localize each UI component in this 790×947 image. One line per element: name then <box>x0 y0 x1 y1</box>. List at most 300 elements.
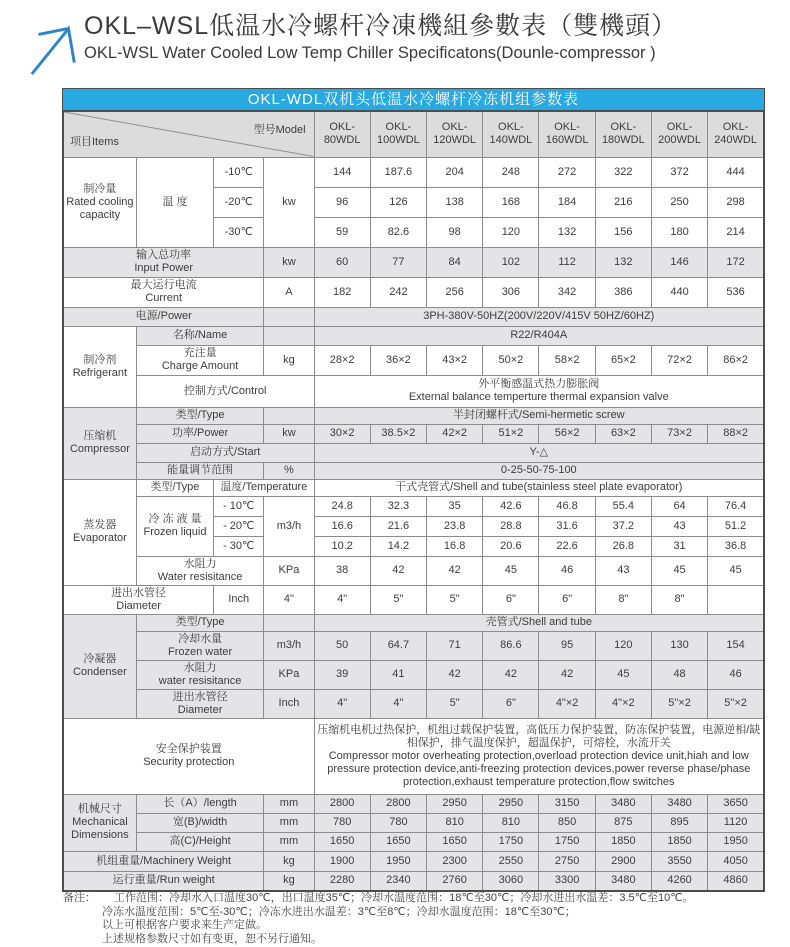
value-cell: 31 <box>651 536 707 556</box>
value-cell: 372 <box>651 157 707 187</box>
refrigerant-name-row <box>63 326 764 345</box>
unit-cell: mm <box>264 832 314 851</box>
model-label: 型号Model <box>253 124 306 136</box>
remark-line: 冷冻水温度范围：5℃至-30℃；冷冻水进出水温差：3℃至8℃；冷却水温度范围：18℃至30℃； <box>102 905 576 918</box>
unit-cell: kw <box>264 247 314 277</box>
value-cell: 780 <box>314 813 370 832</box>
value-cell: 56×2 <box>539 424 595 443</box>
value-cell: 82.6 <box>370 217 426 247</box>
value-cell: 138 <box>427 187 483 217</box>
value-cell: 14.2 <box>370 536 426 556</box>
value-cell: 1750 <box>483 832 539 851</box>
model-header-cell: OKL-120WDL <box>427 111 483 157</box>
unit-cell: % <box>264 462 314 479</box>
value-cell: 130 <box>651 631 707 660</box>
value-cell: 45 <box>651 556 707 585</box>
power-supply-label: 电源/Power <box>63 307 264 326</box>
value-cell: 39 <box>314 660 370 689</box>
value-cell: 250 <box>651 187 707 217</box>
value-cell: 1850 <box>651 832 707 851</box>
value-cell: 6" <box>483 689 539 718</box>
model-header-cell: OKL-180WDL <box>595 111 651 157</box>
value-cell: 120 <box>483 217 539 247</box>
remark-line: 工作范围：冷却水入口温度30℃，出口温度35℃；冷却水温度范围：18℃至30℃；冷却水进出水温差：3.5℃至10℃。 <box>114 892 694 904</box>
empty-unit-cell <box>264 407 314 424</box>
value-cell: 4260 <box>651 871 707 891</box>
value-cell: 444 <box>708 157 764 187</box>
value-cell: 51×2 <box>483 424 539 443</box>
unit-cell: mm <box>264 794 314 813</box>
value-cell: 4"×2 <box>595 689 651 718</box>
security-en: Security protection <box>143 756 235 768</box>
value-cell: 42.6 <box>483 496 539 516</box>
condenser-diameter-label <box>136 689 264 718</box>
evap-diameter-label <box>63 585 214 614</box>
value-cell: 43×2 <box>427 345 483 375</box>
evaporator-zh: 蒸发器 <box>83 519 117 531</box>
value-cell: 36×2 <box>370 345 426 375</box>
refrigerant-zh: 制冷剂 <box>83 353 117 366</box>
value-cell: 64 <box>651 496 707 516</box>
security-label <box>63 718 314 794</box>
value-cell: 440 <box>651 277 707 307</box>
value-cell: 42 <box>370 556 426 585</box>
input-power-row <box>63 247 764 277</box>
value-cell: 342 <box>539 277 595 307</box>
value-cell: 895 <box>651 813 707 832</box>
power-supply-row <box>63 307 764 326</box>
charge-en: Charge Amount <box>161 360 239 372</box>
refrigerant-group-label <box>63 326 136 407</box>
temp-cell: - 20℃ <box>214 516 264 536</box>
evap-diameter-en: Diameter <box>116 599 161 612</box>
value-cell: 6" <box>483 585 539 614</box>
corner-cell <box>63 111 314 157</box>
power-supply-value: 3PH-380V-50HZ(200V/220V/415V 50HZ/60HZ) <box>314 307 764 326</box>
unit-cell: Inch <box>264 689 314 718</box>
start-mode-label: 启动方式/Start <box>136 443 314 462</box>
value-cell: 1650 <box>370 832 426 851</box>
value-cell: 1650 <box>427 832 483 851</box>
model-header-cell: OKL-160WDL <box>539 111 595 157</box>
value-cell: 42 <box>427 556 483 585</box>
cooling-row-1 <box>63 157 764 187</box>
value-cell: 42×2 <box>427 424 483 443</box>
security-value-en: Compressor motor overheating protection,overload protection device unit,hiah and low pressure protection device,anti-freezing protection devices,power reverse phase/phase protection,exhaust temperature protection,flow switches <box>327 749 751 788</box>
page-subtitle: OKL-WSL Water Cooled Low Temp Chiller Specificatons(Dounle-compressor ) <box>84 44 656 62</box>
security-value-zh: 压缩机电机过热保护，机组过载保护装置，高低压力保护装置，防冻保护装置，电源逆相/缺相保护，排气温度保护，超温保护，可熔栓，水流开关 <box>317 723 761 749</box>
input-power-zh: 输入总功率 <box>136 249 192 261</box>
value-cell: 55.4 <box>595 496 651 516</box>
security-row <box>63 718 764 794</box>
condenser-diameter-en: Diameter <box>177 703 223 716</box>
value-cell: 4" <box>314 689 370 718</box>
value-cell: 46 <box>708 660 764 689</box>
control-label: 控制方式/Control <box>136 375 314 407</box>
condenser-resistance-row <box>63 660 764 689</box>
model-header-row <box>63 111 764 157</box>
value-cell: 20.6 <box>483 536 539 556</box>
remarks-lines <box>102 892 694 946</box>
unit-cell: A <box>264 277 314 307</box>
value-cell: 26.8 <box>595 536 651 556</box>
value-cell: 6" <box>539 585 595 614</box>
value-cell: 86.6 <box>483 631 539 660</box>
value-cell: 298 <box>708 187 764 217</box>
value-cell: 306 <box>483 277 539 307</box>
cooling-label-en: Rated cooling capacity <box>66 195 134 221</box>
frozen-liquid-label <box>136 496 213 556</box>
dimensions-zh: 机械尺寸 <box>77 803 122 815</box>
value-cell: 98 <box>427 217 483 247</box>
arrow-logo-icon <box>24 18 82 78</box>
value-cell: 45 <box>595 660 651 689</box>
value-cell: 59 <box>314 217 370 247</box>
value-cell: 8" <box>595 585 651 614</box>
value-cell: 204 <box>427 157 483 187</box>
value-cell: 4860 <box>708 871 764 891</box>
unit-cell: kg <box>264 851 314 871</box>
value-cell: 780 <box>370 813 426 832</box>
value-cell: 386 <box>595 277 651 307</box>
temp-cell: -30℃ <box>214 217 264 247</box>
value-cell: 132 <box>595 247 651 277</box>
value-cell: 58×2 <box>539 345 595 375</box>
value-cell: 37.2 <box>595 516 651 536</box>
machinery-weight-label: 机组重量/Machinery Weight <box>63 851 264 871</box>
value-cell: 36.8 <box>708 536 764 556</box>
value-cell: 22.6 <box>539 536 595 556</box>
value-cell: 322 <box>595 157 651 187</box>
energy-range-label: 能量调节范围 <box>136 462 264 479</box>
model-header-cell: OKL-200WDL <box>651 111 707 157</box>
value-cell: 2340 <box>370 871 426 891</box>
charge-label <box>136 345 264 375</box>
length-row <box>63 794 764 813</box>
evaporator-type-row <box>63 479 764 496</box>
condenser-water-label <box>136 631 264 660</box>
cooling-label-zh: 制冷量 <box>83 182 117 195</box>
value-cell: 73×2 <box>651 424 707 443</box>
value-cell: 5"×2 <box>708 689 764 718</box>
unit-cell: kw <box>264 157 314 247</box>
machinery-weight-row <box>63 851 764 871</box>
start-mode-row <box>63 443 764 462</box>
value-cell: 256 <box>427 277 483 307</box>
length-label: 长（A）/length <box>136 794 264 813</box>
current-zh: 最大运行电流 <box>130 279 197 291</box>
items-label: 项目Items <box>70 136 119 148</box>
value-cell: 77 <box>370 247 426 277</box>
value-cell: 172 <box>708 247 764 277</box>
condenser-zh: 冷凝器 <box>83 653 117 665</box>
value-cell: 35 <box>427 496 483 516</box>
value-cell: 182 <box>314 277 370 307</box>
value-cell: 23.8 <box>427 516 483 536</box>
value-cell: 1650 <box>314 832 370 851</box>
value-cell: 42 <box>483 660 539 689</box>
condenser-group-label <box>63 614 136 718</box>
value-cell: 187.6 <box>370 157 426 187</box>
value-cell: 1850 <box>595 832 651 851</box>
value-cell: 2750 <box>539 851 595 871</box>
value-cell: 71 <box>427 631 483 660</box>
value-cell: 1750 <box>539 832 595 851</box>
value-cell: 1950 <box>370 851 426 871</box>
value-cell: 46.8 <box>539 496 595 516</box>
control-value <box>314 375 764 407</box>
security-zh: 安全保护装置 <box>155 743 222 755</box>
value-cell: 3300 <box>539 871 595 891</box>
value-cell: 2900 <box>595 851 651 871</box>
value-cell: 242 <box>370 277 426 307</box>
value-cell: 2800 <box>370 794 426 813</box>
value-cell: 168 <box>483 187 539 217</box>
value-cell: 76.4 <box>708 496 764 516</box>
model-header-cell: OKL-140WDL <box>483 111 539 157</box>
value-cell: 4"×2 <box>539 689 595 718</box>
current-en: Current <box>145 292 183 304</box>
value-cell: 32.3 <box>370 496 426 516</box>
value-cell: 1950 <box>708 832 764 851</box>
value-cell: 84 <box>427 247 483 277</box>
evap-diameter-zh: 进出水管径 <box>111 586 167 599</box>
compressor-power-row <box>63 424 764 443</box>
value-cell: 45 <box>708 556 764 585</box>
value-cell: 3550 <box>651 851 707 871</box>
value-cell: 4" <box>314 585 370 614</box>
value-cell: 1120 <box>708 813 764 832</box>
unit-cell: KPa <box>264 556 314 585</box>
security-value <box>314 718 764 794</box>
value-cell: 2950 <box>483 794 539 813</box>
value-cell: 144 <box>314 157 370 187</box>
value-cell: 5" <box>427 585 483 614</box>
evaporator-type-label: 类型/Type <box>136 479 213 496</box>
remarks <box>63 892 773 946</box>
value-cell: 43 <box>595 556 651 585</box>
current-row <box>63 277 764 307</box>
value-cell: 126 <box>370 187 426 217</box>
value-cell: 63×2 <box>595 424 651 443</box>
value-cell: 51.2 <box>708 516 764 536</box>
value-cell: 2760 <box>427 871 483 891</box>
condenser-resistance-en: water resisitance <box>158 674 242 687</box>
value-cell: 16.8 <box>427 536 483 556</box>
start-mode-value: Y-△ <box>314 443 764 462</box>
evaporator-type-value: 干式壳管式/Shell and tube(stainless steel plate evaporator) <box>314 479 764 496</box>
value-cell: 72×2 <box>651 345 707 375</box>
unit-cell: kg <box>264 871 314 891</box>
evap-resistance-label <box>136 556 264 585</box>
value-cell: 21.6 <box>370 516 426 536</box>
height-row <box>63 832 764 851</box>
frozen-liquid-en: Frozen liquid <box>143 526 207 538</box>
charge-zh: 充注量 <box>183 347 217 359</box>
condenser-resistance-zh: 水阻力 <box>183 661 217 674</box>
value-cell: 810 <box>483 813 539 832</box>
value-cell: 3480 <box>651 794 707 813</box>
value-cell: 875 <box>595 813 651 832</box>
width-row <box>63 813 764 832</box>
frozen-liquid-zh: 冷 冻 液 量 <box>148 513 202 525</box>
compressor-type-value: 半封闭螺杆式/Semi-hermetic screw <box>314 407 764 424</box>
unit-cell: kg <box>264 345 314 375</box>
cooling-group-label <box>63 157 136 247</box>
control-value-en: External balance temperture thermal expansion valve <box>408 391 669 403</box>
value-cell: 3650 <box>708 794 764 813</box>
value-cell: 156 <box>595 217 651 247</box>
page-header <box>22 10 782 64</box>
value-cell: 41 <box>370 660 426 689</box>
width-label: 宽(B)/width <box>136 813 264 832</box>
unit-cell: mm <box>264 813 314 832</box>
energy-range-row <box>63 462 764 479</box>
temp-cell: -20℃ <box>214 187 264 217</box>
value-cell: 272 <box>539 157 595 187</box>
value-cell: 2280 <box>314 871 370 891</box>
value-cell: 60 <box>314 247 370 277</box>
value-cell: 64.7 <box>370 631 426 660</box>
input-power-label <box>63 247 264 277</box>
compressor-en: Compressor <box>69 443 130 455</box>
value-cell: 38.5×2 <box>370 424 426 443</box>
height-label: 高(C)/Height <box>136 832 264 851</box>
dimensions-en: Mechanical Dimensions <box>71 816 129 841</box>
value-cell: 120 <box>595 631 651 660</box>
value-cell: 248 <box>483 157 539 187</box>
value-cell: 112 <box>539 247 595 277</box>
value-cell: 88×2 <box>708 424 764 443</box>
model-header-cell: OKL-100WDL <box>370 111 426 157</box>
model-header-cell: OKL-80WDL <box>314 111 370 157</box>
condenser-type-row <box>63 614 764 631</box>
compressor-power-label: 功率/Power <box>136 424 264 443</box>
condenser-diameter-zh: 进出水管径 <box>172 690 228 703</box>
unit-cell: KPa <box>264 660 314 689</box>
compressor-zh: 压缩机 <box>83 430 117 442</box>
frozen-row-1 <box>63 496 764 516</box>
value-cell: 42 <box>427 660 483 689</box>
value-cell: 10.2 <box>314 536 370 556</box>
value-cell: 46 <box>539 556 595 585</box>
evaporator-en: Evaporator <box>73 532 127 544</box>
compressor-group-label <box>63 407 136 479</box>
condenser-en: Condenser <box>72 666 127 678</box>
page-title: OKL–WSL低温水冷螺杆冷凍機組參數表（雙機頭） <box>84 12 678 40</box>
value-cell: 184 <box>539 187 595 217</box>
energy-range-value: 0-25-50-75-100 <box>314 462 764 479</box>
value-cell: 2300 <box>427 851 483 871</box>
value-cell: 8" <box>651 585 707 614</box>
refrigerant-name-label: 名称/Name <box>136 326 264 345</box>
value-cell: 146 <box>651 247 707 277</box>
temp-label: 温 度 <box>136 157 213 247</box>
value-cell: 2950 <box>427 794 483 813</box>
value-cell: 30×2 <box>314 424 370 443</box>
value-cell: 24.8 <box>314 496 370 516</box>
value-cell: 50 <box>314 631 370 660</box>
refrigerant-name-value: R22/R404A <box>314 326 764 345</box>
condenser-type-label: 类型/Type <box>136 614 264 631</box>
value-cell: 5"×2 <box>651 689 707 718</box>
value-cell: 96 <box>314 187 370 217</box>
input-power-en: Input Power <box>134 262 194 274</box>
value-cell: 65×2 <box>595 345 651 375</box>
value-cell: 3480 <box>595 794 651 813</box>
value-cell: 850 <box>539 813 595 832</box>
remarks-label: 备注： <box>63 892 96 904</box>
evap-resistance-en: Water resisitance <box>157 570 243 583</box>
dimensions-group-label <box>63 794 136 851</box>
value-cell: 180 <box>651 217 707 247</box>
condenser-water-en: Frozen water <box>167 645 233 658</box>
evaporator-temp-label: 温度/Temperature <box>214 479 314 496</box>
value-cell: 810 <box>427 813 483 832</box>
value-cell: 16.6 <box>314 516 370 536</box>
spec-sheet <box>62 88 765 892</box>
value-cell: 38 <box>314 556 370 585</box>
evap-resistance-zh: 水阻力 <box>183 557 217 570</box>
value-cell: 43 <box>651 516 707 536</box>
value-cell: 5" <box>427 689 483 718</box>
value-cell: 42 <box>539 660 595 689</box>
model-header-cell: OKL-240WDL <box>708 111 764 157</box>
table-caption: OKL-WDL双机头低温水冷螺杆冷冻机组参数表 <box>62 88 765 110</box>
unit-cell: m3/h <box>264 496 314 556</box>
value-cell: 48 <box>651 660 707 689</box>
refrigerant-en: Refrigerant <box>72 366 128 379</box>
evap-diameter-row <box>63 585 764 614</box>
value-cell: 4" <box>370 689 426 718</box>
evaporator-group-label <box>63 479 136 585</box>
value-cell: 95 <box>539 631 595 660</box>
value-cell: 154 <box>708 631 764 660</box>
current-label <box>63 277 264 307</box>
remark-line: 以上可根据客户要求来生产定做。 <box>102 919 267 931</box>
compressor-type-label: 类型/Type <box>136 407 264 424</box>
value-cell: 536 <box>708 277 764 307</box>
charge-row <box>63 345 764 375</box>
control-row <box>63 375 764 407</box>
value-cell: 3480 <box>595 871 651 891</box>
value-cell: 50×2 <box>483 345 539 375</box>
empty-unit-cell <box>264 307 314 326</box>
temp-cell: -10℃ <box>214 157 264 187</box>
value-cell: 3150 <box>539 794 595 813</box>
value-cell: 2550 <box>483 851 539 871</box>
temp-cell: - 30℃ <box>214 536 264 556</box>
value-cell: 4" <box>264 585 314 614</box>
value-cell: 28×2 <box>314 345 370 375</box>
compressor-type-row <box>63 407 764 424</box>
unit-cell: kw <box>264 424 314 443</box>
remark-line: 上述规格参数尺寸如有变更，恕不另行通知。 <box>102 932 322 945</box>
run-weight-row <box>63 871 764 891</box>
value-cell: 214 <box>708 217 764 247</box>
value-cell: 45 <box>483 556 539 585</box>
run-weight-label: 运行重量/Run weight <box>63 871 264 891</box>
empty-unit-cell <box>264 614 314 631</box>
evap-resistance-row <box>63 556 764 585</box>
unit-cell: m3/h <box>264 631 314 660</box>
value-cell: 3060 <box>483 871 539 891</box>
value-cell: 31.6 <box>539 516 595 536</box>
condenser-resistance-label <box>136 660 264 689</box>
value-cell: 102 <box>483 247 539 277</box>
empty-unit-cell <box>264 326 314 345</box>
condenser-water-row <box>63 631 764 660</box>
